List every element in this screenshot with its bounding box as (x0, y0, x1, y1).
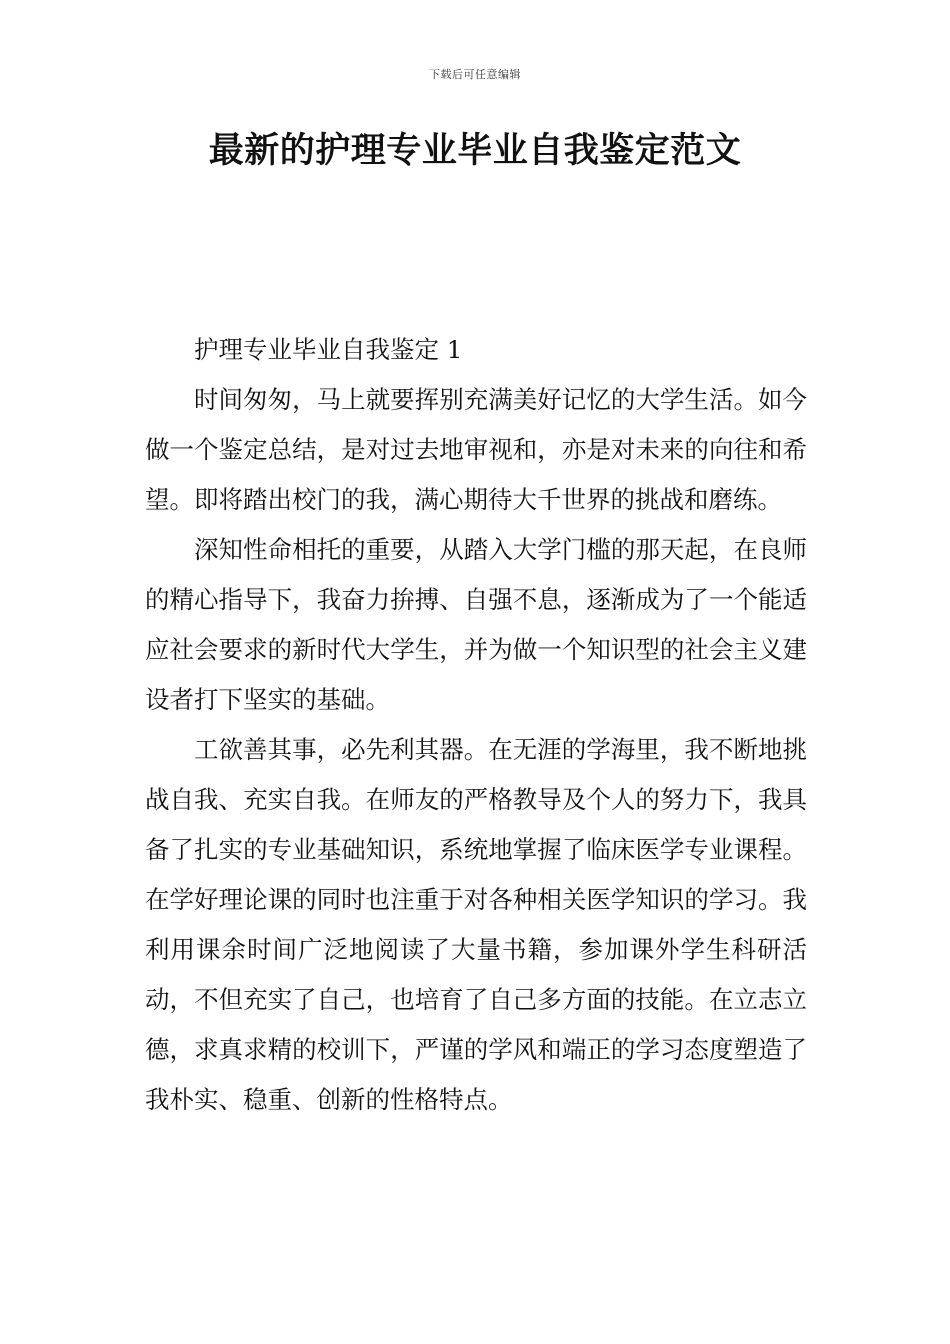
paragraph-2: 深知性命相托的重要，从踏入大学门槛的那天起，在良师的精心指导下，我奋力拚搏、自强不息，逐渐成为了一个能适应社会要求的新时代大学生，并为做一个知识型的社会主义建设者打下坚实的基础。 (145, 535, 807, 714)
document-body (145, 325, 807, 1125)
section-heading: 护理专业毕业自我鉴定 1 (194, 335, 463, 364)
paragraph-3: 工欲善其事，必先利其器。在无涯的学海里，我不断地挑战自我、充实自我。在师友的严格教导及个人的努力下，我具备了扎实的专业基础知识，系统地掌握了临床医学专业课程。在学好理论课的同时也注重于对各种相关医学知识的学习。我利用课余时间广泛地阅读了大量书籍，参加课外学生科研活动，不但充实了自己，也培育了自己多方面的技能。在立志立德，求真求精的校训下，严谨的学风和端正的学习态度塑造了我朴实、稳重、创新的性格特点。 (145, 735, 807, 1114)
paragraph-1: 时间匆匆，马上就要挥别充满美好记忆的大学生活。如今做一个鉴定总结，是对过去地审视和，亦是对未来的向往和希望。即将踏出校门的我，满心期待大千世界的挑战和磨练。 (145, 385, 807, 514)
header-note: 下载后可任意编辑 (429, 68, 521, 81)
document-title: 最新的护理专业毕业自我鉴定范文 (208, 131, 742, 171)
